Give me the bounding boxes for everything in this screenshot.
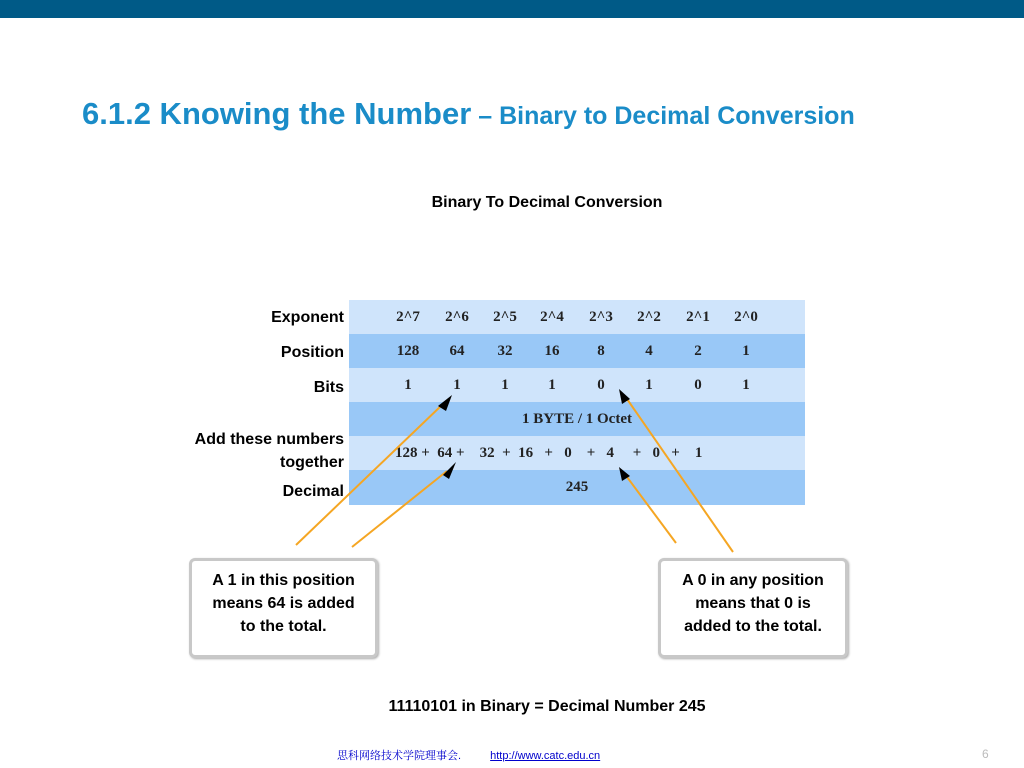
position-cell: 2 [694,343,702,359]
title-sub: – Binary to Decimal Conversion [471,102,855,130]
position-cell: 8 [597,343,605,359]
exponent-cell: 2^2 [637,309,661,325]
position-row [349,334,805,368]
byte-row [349,402,805,436]
sum-expression: 128 + 64 + 32 + 16 + 0 + 4 + 0 + 1 [395,445,703,461]
exponent-cell: 2^4 [540,309,564,325]
bit-cell: 1 [501,377,509,393]
position-cell: 1 [742,343,750,359]
position-cell: 4 [645,343,653,359]
exponent-cell: 2^6 [445,309,469,325]
title-main: 6.1.2 Knowing the Number [82,96,472,131]
label-add-line1: Add these numbers [194,431,344,448]
bit-cell: 1 [645,377,653,393]
sum-row [349,436,805,470]
bit-cell: 0 [694,377,702,393]
position-cell: 128 [396,343,420,359]
footer-org: 思科网络技术学院理事会. [337,750,462,762]
slide-title [82,96,1002,146]
callout-zero-bit [658,558,848,658]
conversion-table [349,300,805,505]
bits-row [349,368,805,402]
callout-left-line: A 1 in this position [212,572,355,589]
callout-one-bit [189,558,378,658]
label-bits: Bits [313,379,344,396]
page-number: 6 [982,747,989,761]
exponent-cell: 2^0 [734,309,758,325]
exponent-cell: 2^5 [493,309,517,325]
position-cell: 32 [497,343,513,359]
callout-right-line: means that 0 is [695,595,811,612]
bit-cell: 0 [597,377,605,393]
callout-left-line: means 64 is added [212,595,355,612]
callout-left-line: to the total. [240,618,327,635]
decimal-value: 245 [565,479,589,495]
diagram-title: Binary To Decimal Conversion [431,194,663,211]
footer-url-link[interactable]: http://www.catc.edu.cn [490,750,601,762]
summary-text: 11110101 in Binary = Decimal Number 245 [388,698,706,715]
bit-cell: 1 [548,377,556,393]
label-position: Position [280,344,344,361]
callout-right-line: added to the total. [684,618,822,635]
exponent-cell: 2^7 [396,309,420,325]
position-cell: 64 [449,343,465,359]
byte-label: 1 BYTE / 1 Octet [522,411,632,427]
bit-cell: 1 [404,377,412,393]
top-bar [0,0,1024,18]
bit-cell: 1 [453,377,461,393]
bit-cell: 1 [742,377,750,393]
label-decimal: Decimal [282,483,344,500]
exponent-cell: 2^3 [589,309,613,325]
decimal-row [349,470,805,505]
callout-right-line: A 0 in any position [682,572,824,589]
position-cell: 16 [544,343,560,359]
exponent-row [349,300,805,334]
exponent-cell: 2^1 [686,309,710,325]
label-add-line2: together [280,454,344,471]
footer [337,747,600,763]
label-exponent: Exponent [271,309,344,326]
